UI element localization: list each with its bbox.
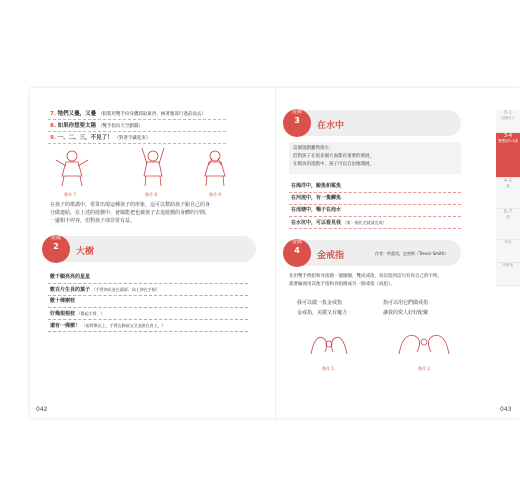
item-number: 8. [50,123,56,129]
verse-title: 在池塘中，鴨子在泡水 [291,207,342,213]
game-title-text: 大樹 [76,247,95,257]
divider [48,283,248,284]
item-title: 一、二、三，不見了！ [57,135,113,141]
tab-4-5[interactable] [496,178,520,209]
game-badge [42,235,70,263]
game-badge [283,109,311,137]
verse-title: 在水坑中，可以看見我 [291,220,342,226]
verse-note: （舉起手臂，） [76,311,105,316]
verse-title: 在海洋中，鯨魚和鯊魚 [291,183,342,189]
verse-row [50,322,166,330]
game-title-text: 金戒指 [317,251,345,261]
verse-title: 還有一棵樹！ [50,323,81,329]
verse-note: （第一個比完就該完成） [342,220,387,225]
verse-note: （兩臂舉在上，手臂在胸前交叉並排在肩上。） [81,323,166,328]
divider [289,216,461,217]
paragraph-line: 在孩子的歌謠中，常常出現這種孩子的形象，這可以幫助孩子跟自己的身 [50,202,211,208]
verse-line: 指可以用它們做戒指 [383,300,429,306]
verse-title: 在河流中，有一隻鱒魚 [291,195,342,201]
tab-label: 學齡前 [502,263,514,267]
right-page [275,88,520,418]
page-number: 042 [36,406,48,413]
tab-toddler[interactable] [496,240,520,263]
divider [48,131,226,132]
verse-title: 數百片生長的葉子 [50,287,91,293]
verse-row [291,195,341,202]
verse-row [291,219,387,227]
figure-caption: 動作 9 [209,192,221,197]
game-label: 遊戲 [291,239,302,245]
left-page [30,88,276,418]
paragraph-line: 一邊相不停容，但對孩子卻非常有益。 [50,218,136,224]
item-7 [50,110,206,118]
verse-line: 金戒指，美麗又有魔力 [297,310,348,316]
paragraph-line: 分做連結，在上述的遊戲中，爸媽能把也被孩子去追遊戲的身體的空間， [50,210,211,216]
item-number: 9. [50,135,56,141]
tab-label: 寶寶到3-4歲 [498,139,518,143]
game-number: 3 [294,116,300,125]
game-badge [283,239,311,267]
intro-line: 在模仿的遊戲中，孩子可以自由地開展。 [293,162,374,167]
tab-number: 4-5 [503,178,513,184]
item-9 [50,134,150,142]
verse-row [50,310,105,318]
verse-title: 數千顆亮亮的星星 [50,274,91,280]
author: 作者：特蕾西，史密斯（Trevor Smith） [375,251,449,256]
item-title: 牠們又疊，又疊 [57,111,97,117]
tab-number: 6-7 [503,209,513,215]
tab-3-4[interactable] [496,133,520,178]
figure-caption: 動作 2 [418,366,430,371]
intro-line: 這個遊戲雖然很少， [293,146,334,151]
divider [289,204,461,205]
verse-title: 數十棵樹枝 [50,298,76,304]
item-number: 7. [50,111,56,117]
item-note: （雙手指向天空劃圓） [97,124,143,129]
game-number: 4 [294,246,300,255]
game-title [317,118,344,131]
figure-hands-1 [305,324,353,364]
divider [289,192,461,193]
tab-label: 初識孩子 [501,116,515,120]
tab-label: 歲 [506,184,510,188]
verse-title: 好幾根根枝 [50,311,76,317]
tab-6-7[interactable] [496,209,520,240]
verse-row [291,207,341,214]
verse-note: （手臂伸出並在頭頂，向上伸在手指） [91,287,160,292]
game-title-text: 在水中 [317,121,345,131]
tab-label: 幼兒 [504,240,512,244]
game-title [76,244,94,257]
intro-box [289,142,461,174]
figure-action-7 [52,148,102,190]
figure-caption: 動作 8 [145,192,157,197]
figure-caption: 動作 1 [322,366,334,371]
divider [48,331,248,332]
item-title: 如果你想要太陽 [57,123,97,129]
divider [48,319,248,320]
game4-text: 先用雙手拇指和食指圍一個圈圈，雙成戒指，每次唸到這句有你自己的字時， [289,274,442,279]
game4-text: 就要輪流用其他手指和食指圍成另一個戒指（成指）。 [289,282,395,287]
divider [48,307,248,308]
verse-row [50,274,90,281]
divider [289,228,461,229]
book-spread [30,88,520,418]
game-label: 遊戲 [291,109,302,115]
figure-action-8 [130,144,176,190]
item-note: （假裝用雙手扮身體抓取東西，極著腹部行過前面去） [97,112,206,117]
verse-row [50,298,75,305]
tab-0-1[interactable] [496,110,520,133]
item-8 [50,122,143,130]
tab-number: 0-1 [503,110,513,116]
game-header [285,110,461,136]
verse-line: 讓我的愛人好好配戴 [383,310,429,316]
figure-action-9 [190,146,240,190]
tab-preschool[interactable] [496,263,520,286]
item-note: （對著手藏起來） [114,136,151,141]
verse-line: 我可以做一枚金戒指 [297,300,343,306]
tab-label: 歲 [506,215,510,219]
figure-caption: 動作 7 [64,192,76,197]
intro-line: 但對孩子在很多個方面都有重要的發展， [293,154,374,159]
figure-hands-2 [395,324,453,364]
page-number: 043 [500,406,512,413]
game-label: 遊戲 [50,235,61,241]
verse-row [50,286,160,294]
divider [48,119,226,120]
verse-row [291,183,341,190]
divider [48,295,248,296]
game-title [317,248,344,261]
game-number: 2 [53,242,59,251]
tab-number: 3-4 [503,133,513,139]
